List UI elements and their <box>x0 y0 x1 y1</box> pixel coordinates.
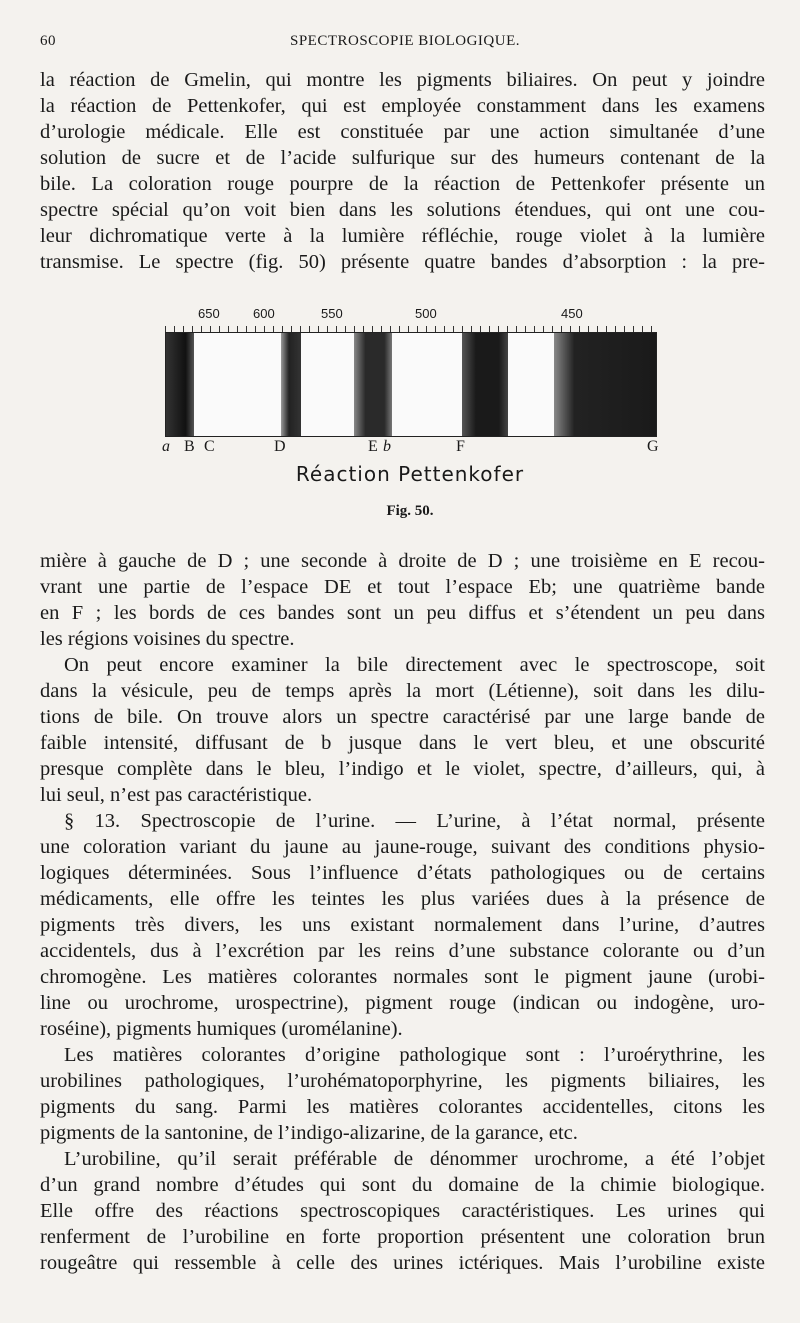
figure-label: Fig. 50. <box>386 503 434 519</box>
line-letter: C <box>204 438 215 455</box>
scale-label: 650 <box>198 306 220 321</box>
scale-label: 450 <box>561 306 583 321</box>
text-line: renferment de l’urobiline en forte proportion présentent une coloration brun <box>40 1226 765 1248</box>
absorption-band <box>281 333 301 436</box>
text-line: solution de sucre et de l’acide sulfurique sur des humeurs contenant de la <box>40 147 765 169</box>
text-line: tions de bile. On trouve alors un spectre caractérisé par une large bande de <box>40 706 765 728</box>
text-line: chromogène. Les matières colorantes normales sont le pigment jaune (urobi- <box>40 966 765 988</box>
absorption-band <box>354 333 392 436</box>
text-line: spectre spécial qu’on voit bien dans les solutions étendues, qui ont une cou- <box>40 199 765 221</box>
line-letter: F <box>456 438 465 455</box>
page-number: 60 <box>40 33 56 49</box>
scale-label: 600 <box>253 306 275 321</box>
text-line: accidentels, dus à l’excrétion par les reins d’une substance colorante ou d’un <box>40 940 765 962</box>
absorption-band <box>462 333 508 436</box>
line-letter: B <box>184 438 195 455</box>
text-line: pigments du sang. Parmi les matières colorantes accidentelles, citons les <box>40 1096 765 1118</box>
text-line: médicaments, elle offre les teintes les plus variées dues à la présence de <box>40 888 765 910</box>
page-header <box>40 33 770 57</box>
absorption-band <box>166 333 194 436</box>
text-line: pigments de la santonine, de l’indigo-alizarine, de la garance, etc. <box>40 1122 578 1144</box>
running-title: SPECTROSCOPIE BIOLOGIQUE. <box>289 33 520 49</box>
figure-caption: Réaction Pettenkofer <box>295 462 525 486</box>
text-line: d’un grand nombre d’études qui sont du domaine de la chimie biologique. <box>40 1174 765 1196</box>
text-line: leur dichromatique verte à la lumière réfléchie, rouge violet à la lumière <box>40 225 765 247</box>
text-line: dans la vésicule, peu de temps après la mort (Létienne), soit dans les dilu- <box>40 680 765 702</box>
text-line: urobilines pathologiques, l’urohématoporphyrine, les pigments biliaires, les <box>40 1070 765 1092</box>
text-line: L’urobiline, qu’il serait préférable de dénommer urochrome, a été l’objet <box>64 1148 765 1170</box>
text-line: logiques déterminées. Sous l’influence d’états pathologiques ou de certains <box>40 862 765 884</box>
absorption-spectrum <box>165 332 657 437</box>
text-line: On peut encore examiner la bile directement avec le spectroscope, soit <box>64 654 765 676</box>
figure-50 <box>150 300 670 525</box>
line-letter: G <box>647 438 659 455</box>
text-line: la réaction de Pettenkofer, qui est employée constamment dans les examens <box>40 95 765 117</box>
text-line: line ou urochrome, urospectrine), pigment rouge (indican ou indogène, uro- <box>40 992 765 1014</box>
text-line: les régions voisines du spectre. <box>40 628 295 650</box>
line-letter: D <box>274 438 286 455</box>
text-line: Les matières colorantes d’origine pathologique sont : l’uroérythrine, les <box>64 1044 765 1066</box>
text-line: bile. La coloration rouge pourpre de la réaction de Pettenkofer présente un <box>40 173 765 195</box>
line-letter: b <box>383 438 391 455</box>
line-letter: a <box>162 438 170 455</box>
text-line: Elle offre des réactions spectroscopiques caractéristiques. Les urines qui <box>40 1200 765 1222</box>
text-line: roséine), pigments humiques (uromélanine). <box>40 1018 403 1040</box>
section-heading-line: § 13. Spectroscopie de l’urine. — L’urine, à l’état normal, présente <box>64 810 765 832</box>
text-line: pigments très divers, les uns existant normalement dans l’urine, d’autres <box>40 914 765 936</box>
text-line: en F ; les bords de ces bandes sont un peu diffus et s’étendent un peu dans <box>40 602 765 624</box>
paragraph-top <box>40 67 765 275</box>
text-line: faible intensité, diffusant de b jusque dans le vert bleu, et une obscurité <box>40 732 765 754</box>
text-line: rougeâtre qui ressemble à celle des urines ictériques. Mais l’urobiline existe <box>40 1252 765 1274</box>
spectral-lines-labels <box>150 438 670 460</box>
absorption-band <box>554 333 656 436</box>
text-line: vrant une partie de l’espace DE et tout l’espace Eb; une quatrième bande <box>40 576 765 598</box>
text-line: lui seul, n’est pas caractéristique. <box>40 784 313 806</box>
scale-label: 500 <box>415 306 437 321</box>
line-letter: E <box>368 438 378 455</box>
text-line: la réaction de Gmelin, qui montre les pigments biliaires. On peut y joindre <box>40 69 765 91</box>
paragraph-bottom <box>40 548 765 1276</box>
text-line: presque complète dans le bleu, l’indigo et le violet, spectre, d’ailleurs, qui, à <box>40 758 765 780</box>
text-line: une coloration variant du jaune au jaune-rouge, suivant des conditions physio- <box>40 836 765 858</box>
text-line: mière à gauche de D ; une seconde à droite de D ; une troisième en E recou- <box>40 550 765 572</box>
text-line: d’urologie médicale. Elle est constituée par une action simultanée d’une <box>40 121 765 143</box>
scale-label: 550 <box>321 306 343 321</box>
text-line: transmise. Le spectre (fig. 50) présente quatre bandes d’absorption : la pre- <box>40 251 765 273</box>
